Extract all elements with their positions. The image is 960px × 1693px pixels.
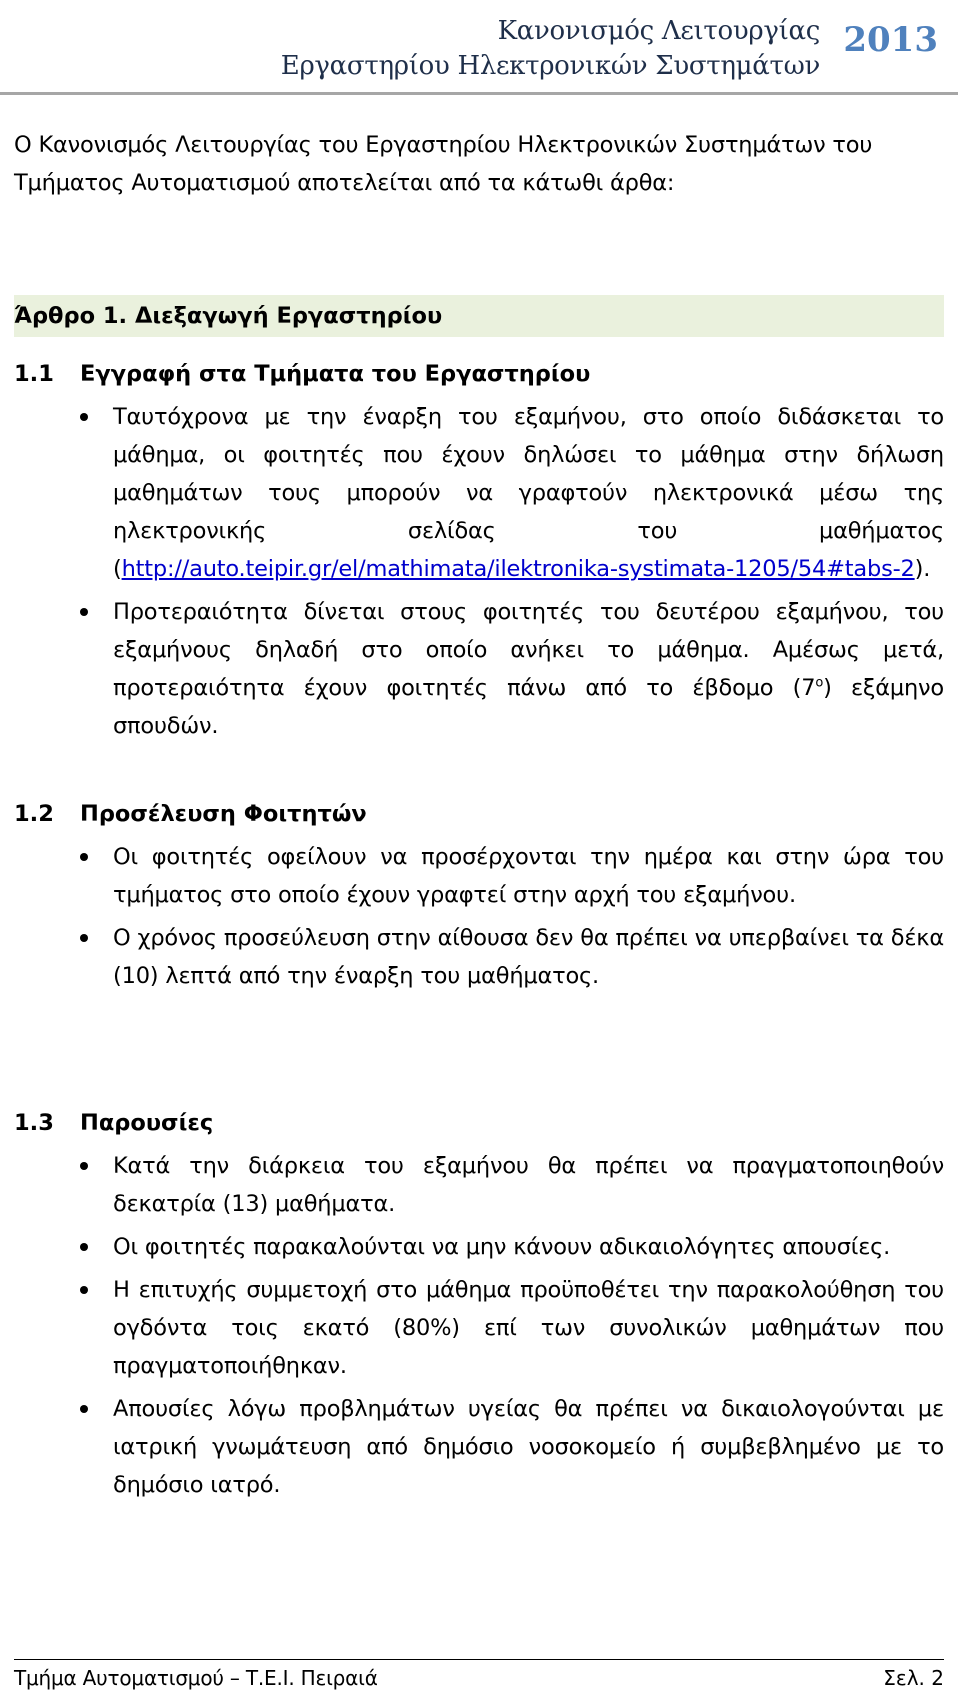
- intro-paragraph: Ο Κανονισμός Λειτουργίας του Εργαστηρίου Ηλεκτρονικών Συστημάτων του Τμήματος Αυτοματισμού αποτελείται από τα κάτωθι άρθα:: [14, 132, 873, 196]
- section-number: 1.1: [14, 361, 54, 387]
- article-title: Άρθρο 1. Διεξαγωγή Εργαστηρίου: [14, 303, 443, 329]
- list-item: [14, 919, 944, 995]
- section-title: Προσέλευση Φοιτητών: [80, 801, 367, 827]
- bullet-text: Ταυτόχρονα με την έναρξη του εξαμήνου, στο οποίο διδάσκεται το μάθημα, οι φοιτητές που έχουν δηλώσει το μάθημα στην δήλωση μαθημάτων τους μπορούν να γραφτούν ηλεκτρονικά μέσω της ηλεκτρονικής σελίδας του μαθήματος (: [113, 404, 944, 582]
- footer-department: Τμήμα Αυτοματισμού – Τ.Ε.Ι. Πειραιά: [14, 1666, 378, 1690]
- bullet-text: Ο χρόνος προσεύλευση στην αίθουσα δεν θα πρέπει να υπερβαίνει τα δέκα (10) λεπτά από την έναρξη του μαθήματος.: [113, 925, 944, 989]
- bullet-text-end: ) εξάμηνο σπουδών.: [113, 675, 944, 739]
- list-item: [14, 1390, 944, 1504]
- superscript: ο: [815, 675, 824, 691]
- list-item: [14, 593, 944, 745]
- bullet-text-end: ).: [914, 556, 931, 582]
- list-item: [14, 1271, 944, 1385]
- list-item: [14, 398, 944, 588]
- bullet-text: Κατά την διάρκεια του εξαμήνου θα πρέπει να πραγματοποιηθούν δεκατρία (13) μαθήματα.: [113, 1153, 944, 1217]
- header-title-line1: Κανονισμός Λειτουργίας: [497, 16, 820, 46]
- list-item: [14, 1147, 944, 1223]
- bullet-icon: [80, 853, 88, 861]
- course-page-link[interactable]: http://auto.teipir.gr/el/mathimata/ilektronika-systimata-1205/54#tabs-2: [121, 556, 915, 582]
- section-title: Παρουσίες: [80, 1110, 214, 1136]
- bullet-icon: [80, 1243, 88, 1251]
- list-item: [14, 838, 944, 914]
- section-heading: [14, 795, 944, 833]
- section-1-3: [14, 1104, 944, 1504]
- bullet-icon: [80, 934, 88, 942]
- header-title: [281, 14, 820, 84]
- section-number: 1.3: [14, 1110, 54, 1136]
- section-number: 1.2: [14, 801, 54, 827]
- bullet-text: Οι φοιτητές οφείλουν να προσέρχονται την ημέρα και στην ώρα του τμήματος στο οποίο έχουν γραφτεί στην αρχή του εξαμήνου.: [113, 844, 944, 908]
- header-divider: [0, 92, 958, 95]
- footer-page-number: Σελ. 2: [883, 1666, 944, 1690]
- page-header: [0, 0, 960, 98]
- header-title-line2: Εργαστηρίου Ηλεκτρονικών Συστημάτων: [280, 51, 820, 81]
- bullet-list: [14, 1147, 944, 1504]
- list-item: [14, 1228, 944, 1266]
- article-heading-band: [14, 295, 944, 337]
- footer-divider: [14, 1659, 944, 1660]
- section-heading: [14, 1104, 944, 1142]
- bullet-icon: [80, 1286, 88, 1294]
- bullet-list: [14, 398, 944, 745]
- header-year: 2013: [843, 20, 938, 60]
- bullet-icon: [80, 1162, 88, 1170]
- section-heading: [14, 355, 944, 393]
- bullet-text: Απουσίες λόγω προβλημάτων υγείας θα πρέπει να δικαιολογούνται με ιατρική γνωμάτευση από δημόσιο νοσοκομείο ή συμβεβλημένο με το δημόσιο ιατρό.: [113, 1396, 944, 1498]
- bullet-text: Οι φοιτητές παρακαλούνται να μην κάνουν αδικαιολόγητες απουσίες.: [113, 1234, 891, 1260]
- section-title: Εγγραφή στα Τμήματα του Εργαστηρίου: [80, 361, 591, 387]
- bullet-text: Η επιτυχής συμμετοχή στο μάθημα προϋποθέτει την παρακολούθηση του ογδόντα τοις εκατό (80%) επί των συνολικών μαθημάτων που πραγματοποιήθηκαν.: [113, 1277, 944, 1379]
- bullet-text: Προτεραιότητα δίνεται στους φοιτητές του δευτέρου εξαμήνου, του εξαμήνους δηλαδή στο οποίο ανήκει το μάθημα. Αμέσως μετά, προτεραιότητα έχουν φοιτητές πάνω από το έβδομο (7: [113, 599, 944, 701]
- section-1-1: [14, 355, 944, 745]
- bullet-list: [14, 838, 944, 995]
- bullet-icon: [80, 413, 88, 421]
- bullet-icon: [80, 608, 88, 616]
- bullet-icon: [80, 1405, 88, 1413]
- section-1-2: [14, 795, 944, 995]
